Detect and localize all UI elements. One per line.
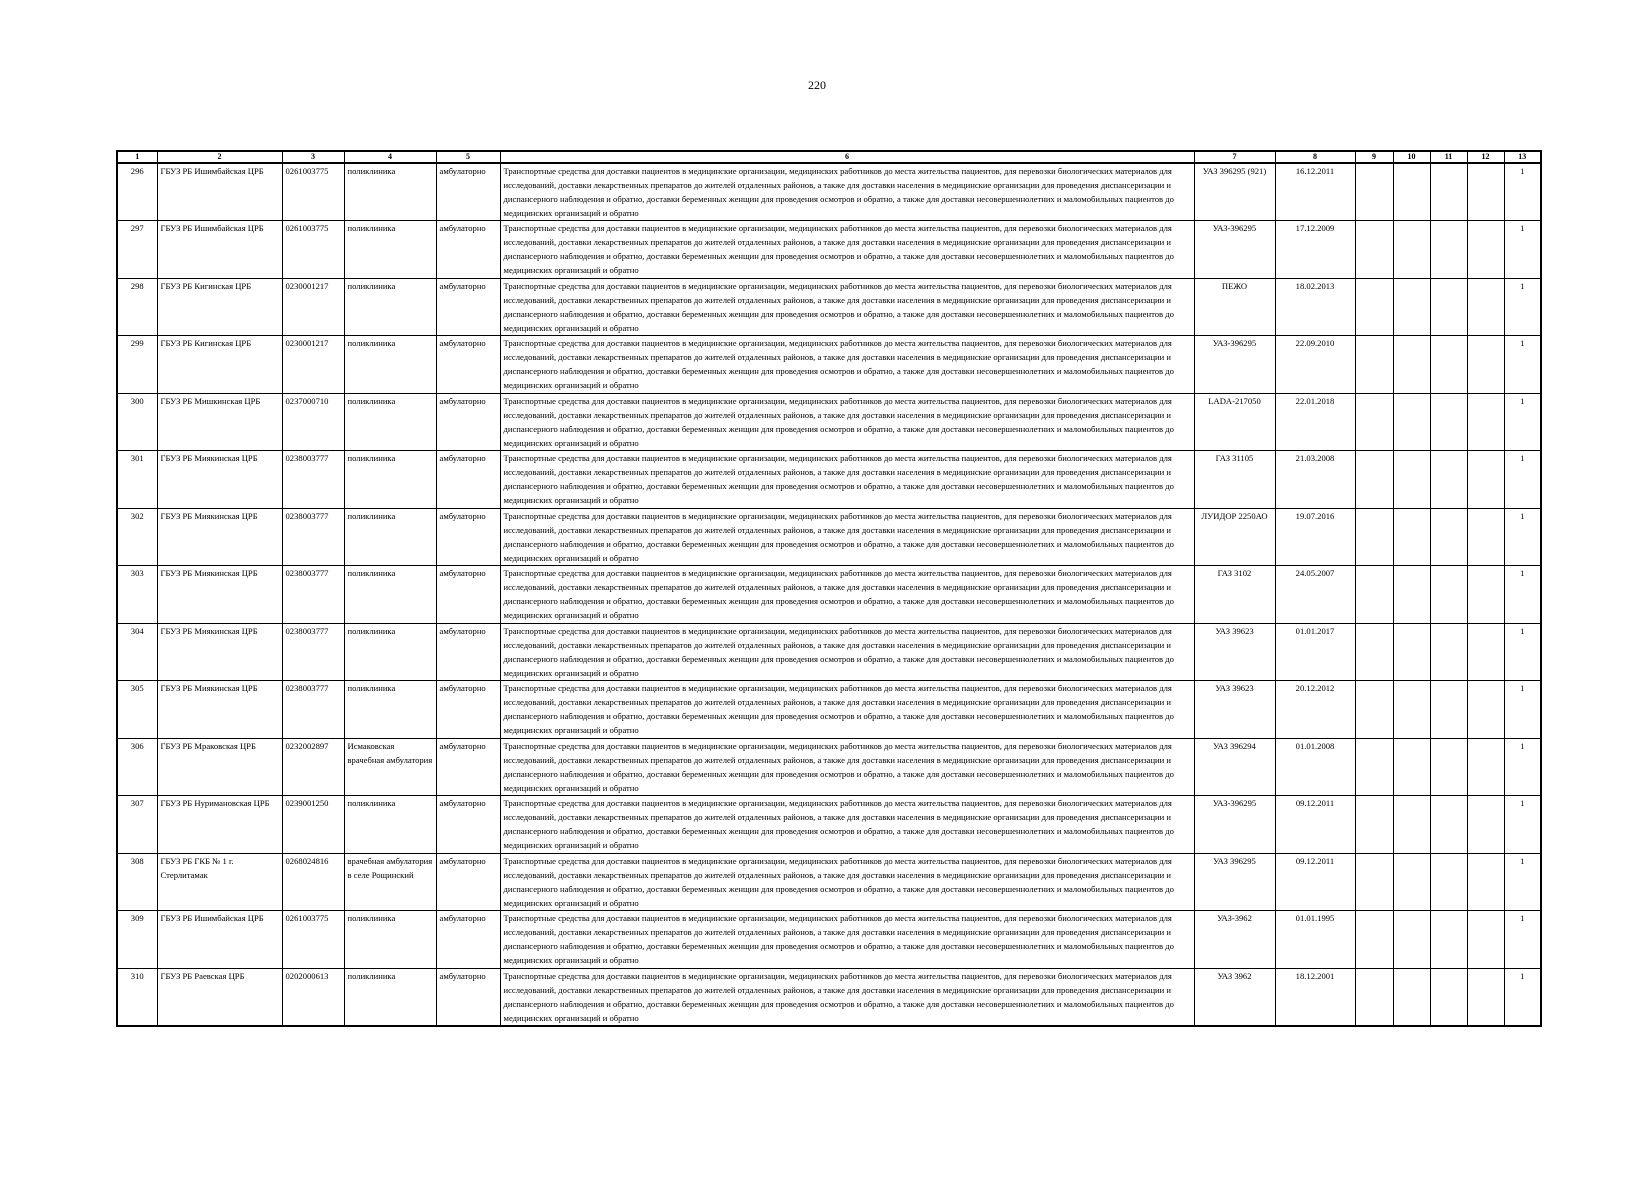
organization-cell: ГБУЗ РБ Раевская ЦРБ (157, 968, 282, 1026)
date-cell: 18.12.2001 (1275, 968, 1355, 1026)
column-header-1: 1 (117, 151, 157, 163)
vehicle-model-cell: УАЗ 3962 (1194, 968, 1275, 1026)
date-cell: 21.03.2008 (1275, 451, 1355, 509)
care-type-cell: амбулаторно (436, 393, 500, 451)
subdivision-cell: поликлиника (344, 911, 436, 969)
inn-code-cell: 0237000710 (282, 393, 344, 451)
column-header-13: 13 (1504, 151, 1541, 163)
column-9-cell (1355, 163, 1393, 221)
row-number-cell: 305 (117, 681, 157, 739)
date-cell: 01.01.2008 (1275, 738, 1355, 796)
column-10-cell (1393, 278, 1430, 336)
column-9-cell (1355, 221, 1393, 279)
column-10-cell (1393, 508, 1430, 566)
row-number-cell: 306 (117, 738, 157, 796)
subdivision-cell: поликлиника (344, 278, 436, 336)
date-cell: 22.09.2010 (1275, 336, 1355, 394)
column-11-cell (1430, 393, 1467, 451)
column-12-cell (1467, 451, 1504, 509)
purpose-cell: Транспортные средства для доставки пациентов в медицинские организации, медицинских работников до места жительства пациентов, для перевозки биологических материалов для исследований, доставки лекарственных препаратов до жителей отдаленных районов, а также для доставки населения в медицинские организации для проведения диспансеризации и диспансерного наблюдения и обратно, доставки беременных женщин для проведения осмотров и обратно, а также для доставки несовершеннолетних и маломобильных пациентов до медицинских организаций и обратно (500, 393, 1194, 451)
inn-code-cell: 0238003777 (282, 623, 344, 681)
subdivision-cell: Исмаковская врачебная амбулатория (344, 738, 436, 796)
quantity-cell: 1 (1504, 853, 1541, 911)
care-type-cell: амбулаторно (436, 508, 500, 566)
table-row (117, 796, 1541, 854)
vehicle-model-cell: УАЗ 396295 (1194, 853, 1275, 911)
table-body (117, 163, 1541, 1026)
vehicle-model-cell: УАЗ 39623 (1194, 681, 1275, 739)
row-number-cell: 301 (117, 451, 157, 509)
care-type-cell: амбулаторно (436, 221, 500, 279)
organization-cell: ГБУЗ РБ Мишкинская ЦРБ (157, 393, 282, 451)
organization-cell: ГБУЗ РБ Мраковская ЦРБ (157, 738, 282, 796)
organization-cell: ГБУЗ РБ Кигинская ЦРБ (157, 336, 282, 394)
inn-code-cell: 0239001250 (282, 796, 344, 854)
care-type-cell: амбулаторно (436, 451, 500, 509)
subdivision-cell: поликлиника (344, 336, 436, 394)
purpose-cell: Транспортные средства для доставки пациентов в медицинские организации, медицинских работников до места жительства пациентов, для перевозки биологических материалов для исследований, доставки лекарственных препаратов до жителей отдаленных районов, а также для доставки населения в медицинские организации для проведения диспансеризации и диспансерного наблюдения и обратно, доставки беременных женщин для проведения осмотров и обратно, а также для доставки несовершеннолетних и маломобильных пациентов до медицинских организаций и обратно (500, 738, 1194, 796)
column-11-cell (1430, 221, 1467, 279)
care-type-cell: амбулаторно (436, 968, 500, 1026)
column-header-4: 4 (344, 151, 436, 163)
inn-code-cell: 0261003775 (282, 221, 344, 279)
column-header-6: 6 (500, 151, 1194, 163)
organization-cell: ГБУЗ РБ Миякинская ЦРБ (157, 566, 282, 624)
subdivision-cell: поликлиника (344, 451, 436, 509)
column-9-cell (1355, 278, 1393, 336)
vehicle-model-cell: ГАЗ 3102 (1194, 566, 1275, 624)
vehicle-model-cell: ГАЗ 31105 (1194, 451, 1275, 509)
purpose-cell: Транспортные средства для доставки пациентов в медицинские организации, медицинских работников до места жительства пациентов, для перевозки биологических материалов для исследований, доставки лекарственных препаратов до жителей отдаленных районов, а также для доставки населения в медицинские организации для проведения диспансеризации и диспансерного наблюдения и обратно, доставки беременных женщин для проведения осмотров и обратно, а также для доставки несовершеннолетних и маломобильных пациентов до медицинских организаций и обратно (500, 566, 1194, 624)
row-number-cell: 300 (117, 393, 157, 451)
inn-code-cell: 0230001217 (282, 278, 344, 336)
organization-cell: ГБУЗ РБ Миякинская ЦРБ (157, 508, 282, 566)
inn-code-cell: 0230001217 (282, 336, 344, 394)
quantity-cell: 1 (1504, 911, 1541, 969)
quantity-cell: 1 (1504, 681, 1541, 739)
purpose-cell: Транспортные средства для доставки пациентов в медицинские организации, медицинских работников до места жительства пациентов, для перевозки биологических материалов для исследований, доставки лекарственных препаратов до жителей отдаленных районов, а также для доставки населения в медицинские организации для проведения диспансеризации и диспансерного наблюдения и обратно, доставки беременных женщин для проведения осмотров и обратно, а также для доставки несовершеннолетних и маломобильных пациентов до медицинских организаций и обратно (500, 968, 1194, 1026)
table-header (117, 151, 1541, 163)
subdivision-cell: врачебная амбулатория в селе Рощинский (344, 853, 436, 911)
column-11-cell (1430, 853, 1467, 911)
organization-cell: ГБУЗ РБ Ишимбайская ЦРБ (157, 221, 282, 279)
quantity-cell: 1 (1504, 508, 1541, 566)
subdivision-cell: поликлиника (344, 393, 436, 451)
care-type-cell: амбулаторно (436, 336, 500, 394)
care-type-cell: амбулаторно (436, 738, 500, 796)
table-row (117, 393, 1541, 451)
column-12-cell (1467, 393, 1504, 451)
column-10-cell (1393, 336, 1430, 394)
care-type-cell: амбулаторно (436, 566, 500, 624)
care-type-cell: амбулаторно (436, 853, 500, 911)
organization-cell: ГБУЗ РБ Миякинская ЦРБ (157, 451, 282, 509)
date-cell: 17.12.2009 (1275, 221, 1355, 279)
header-row (117, 151, 1541, 163)
date-cell: 24.05.2007 (1275, 566, 1355, 624)
column-12-cell (1467, 796, 1504, 854)
purpose-cell: Транспортные средства для доставки пациентов в медицинские организации, медицинских работников до места жительства пациентов, для перевозки биологических материалов для исследований, доставки лекарственных препаратов до жителей отдаленных районов, а также для доставки населения в медицинские организации для проведения диспансеризации и диспансерного наблюдения и обратно, доставки беременных женщин для проведения осмотров и обратно, а также для доставки несовершеннолетних и маломобильных пациентов до медицинских организаций и обратно (500, 681, 1194, 739)
row-number-cell: 297 (117, 221, 157, 279)
table-row (117, 221, 1541, 279)
table-row (117, 968, 1541, 1026)
care-type-cell: амбулаторно (436, 163, 500, 221)
column-11-cell (1430, 451, 1467, 509)
care-type-cell: амбулаторно (436, 278, 500, 336)
column-12-cell (1467, 623, 1504, 681)
column-header-2: 2 (157, 151, 282, 163)
table-row (117, 738, 1541, 796)
date-cell: 01.01.1995 (1275, 911, 1355, 969)
row-number-cell: 303 (117, 566, 157, 624)
date-cell: 20.12.2012 (1275, 681, 1355, 739)
purpose-cell: Транспортные средства для доставки пациентов в медицинские организации, медицинских работников до места жительства пациентов, для перевозки биологических материалов для исследований, доставки лекарственных препаратов до жителей отдаленных районов, а также для доставки населения в медицинские организации для проведения диспансеризации и диспансерного наблюдения и обратно, доставки беременных женщин для проведения осмотров и обратно, а также для доставки несовершеннолетних и маломобильных пациентов до медицинских организаций и обратно (500, 853, 1194, 911)
column-10-cell (1393, 566, 1430, 624)
column-12-cell (1467, 681, 1504, 739)
subdivision-cell: поликлиника (344, 796, 436, 854)
inn-code-cell: 0238003777 (282, 508, 344, 566)
row-number-cell: 308 (117, 853, 157, 911)
column-10-cell (1393, 681, 1430, 739)
table-row (117, 163, 1541, 221)
quantity-cell: 1 (1504, 393, 1541, 451)
subdivision-cell: поликлиника (344, 623, 436, 681)
purpose-cell: Транспортные средства для доставки пациентов в медицинские организации, медицинских работников до места жительства пациентов, для перевозки биологических материалов для исследований, доставки лекарственных препаратов до жителей отдаленных районов, а также для доставки населения в медицинские организации для проведения диспансеризации и диспансерного наблюдения и обратно, доставки беременных женщин для проведения осмотров и обратно, а также для доставки несовершеннолетних и маломобильных пациентов до медицинских организаций и обратно (500, 336, 1194, 394)
table-row (117, 566, 1541, 624)
vehicle-model-cell: УАЗ 39623 (1194, 623, 1275, 681)
column-9-cell (1355, 336, 1393, 394)
purpose-cell: Транспортные средства для доставки пациентов в медицинские организации, медицинских работников до места жительства пациентов, для перевозки биологических материалов для исследований, доставки лекарственных препаратов до жителей отдаленных районов, а также для доставки населения в медицинские организации для проведения диспансеризации и диспансерного наблюдения и обратно, доставки беременных женщин для проведения осмотров и обратно, а также для доставки несовершеннолетних и маломобильных пациентов до медицинских организаций и обратно (500, 911, 1194, 969)
subdivision-cell: поликлиника (344, 221, 436, 279)
date-cell: 09.12.2011 (1275, 853, 1355, 911)
organization-cell: ГБУЗ РБ Ишимбайская ЦРБ (157, 911, 282, 969)
column-11-cell (1430, 796, 1467, 854)
quantity-cell: 1 (1504, 278, 1541, 336)
row-number-cell: 296 (117, 163, 157, 221)
column-10-cell (1393, 623, 1430, 681)
quantity-cell: 1 (1504, 221, 1541, 279)
column-11-cell (1430, 681, 1467, 739)
column-11-cell (1430, 911, 1467, 969)
table-row (117, 623, 1541, 681)
column-10-cell (1393, 853, 1430, 911)
vehicle-model-cell: УАЗ 396294 (1194, 738, 1275, 796)
column-10-cell (1393, 968, 1430, 1026)
subdivision-cell: поликлиника (344, 968, 436, 1026)
row-number-cell: 302 (117, 508, 157, 566)
table-row (117, 681, 1541, 739)
column-12-cell (1467, 278, 1504, 336)
column-header-10: 10 (1393, 151, 1430, 163)
organization-cell: ГБУЗ РБ Кигинская ЦРБ (157, 278, 282, 336)
column-header-11: 11 (1430, 151, 1467, 163)
vehicle-model-cell: УАЗ-396295 (1194, 221, 1275, 279)
column-header-8: 8 (1275, 151, 1355, 163)
inn-code-cell: 0202000613 (282, 968, 344, 1026)
purpose-cell: Транспортные средства для доставки пациентов в медицинские организации, медицинских работников до места жительства пациентов, для перевозки биологических материалов для исследований, доставки лекарственных препаратов до жителей отдаленных районов, а также для доставки населения в медицинские организации для проведения диспансеризации и диспансерного наблюдения и обратно, доставки беременных женщин для проведения осмотров и обратно, а также для доставки несовершеннолетних и маломобильных пациентов до медицинских организаций и обратно (500, 623, 1194, 681)
date-cell: 18.02.2013 (1275, 278, 1355, 336)
purpose-cell: Транспортные средства для доставки пациентов в медицинские организации, медицинских работников до места жительства пациентов, для перевозки биологических материалов для исследований, доставки лекарственных препаратов до жителей отдаленных районов, а также для доставки населения в медицинские организации для проведения диспансеризации и диспансерного наблюдения и обратно, доставки беременных женщин для проведения осмотров и обратно, а также для доставки несовершеннолетних и маломобильных пациентов до медицинских организаций и обратно (500, 451, 1194, 509)
column-header-5: 5 (436, 151, 500, 163)
column-12-cell (1467, 968, 1504, 1026)
inn-code-cell: 0238003777 (282, 681, 344, 739)
purpose-cell: Транспортные средства для доставки пациентов в медицинские организации, медицинских работников до места жительства пациентов, для перевозки биологических материалов для исследований, доставки лекарственных препаратов до жителей отдаленных районов, а также для доставки населения в медицинские организации для проведения диспансеризации и диспансерного наблюдения и обратно, доставки беременных женщин для проведения осмотров и обратно, а также для доставки несовершеннолетних и маломобильных пациентов до медицинских организаций и обратно (500, 796, 1194, 854)
vehicle-model-cell: УАЗ-396295 (1194, 796, 1275, 854)
column-12-cell (1467, 911, 1504, 969)
date-cell: 22.01.2018 (1275, 393, 1355, 451)
inn-code-cell: 0268024816 (282, 853, 344, 911)
vehicles-table (116, 150, 1542, 1027)
column-11-cell (1430, 566, 1467, 624)
column-header-9: 9 (1355, 151, 1393, 163)
inn-code-cell: 0238003777 (282, 451, 344, 509)
care-type-cell: амбулаторно (436, 796, 500, 854)
column-10-cell (1393, 738, 1430, 796)
column-12-cell (1467, 163, 1504, 221)
organization-cell: ГБУЗ РБ ГКБ № 1 г. Стерлитамак (157, 853, 282, 911)
column-10-cell (1393, 163, 1430, 221)
date-cell: 19.07.2016 (1275, 508, 1355, 566)
date-cell: 16.12.2011 (1275, 163, 1355, 221)
organization-cell: ГБУЗ РБ Миякинская ЦРБ (157, 623, 282, 681)
care-type-cell: амбулаторно (436, 681, 500, 739)
column-11-cell (1430, 278, 1467, 336)
inn-code-cell: 0232002897 (282, 738, 344, 796)
vehicle-model-cell: ПЕЖО (1194, 278, 1275, 336)
table-row (117, 278, 1541, 336)
column-10-cell (1393, 796, 1430, 854)
quantity-cell: 1 (1504, 796, 1541, 854)
column-9-cell (1355, 911, 1393, 969)
purpose-cell: Транспортные средства для доставки пациентов в медицинские организации, медицинских работников до места жительства пациентов, для перевозки биологических материалов для исследований, доставки лекарственных препаратов до жителей отдаленных районов, а также для доставки населения в медицинские организации для проведения диспансеризации и диспансерного наблюдения и обратно, доставки беременных женщин для проведения осмотров и обратно, а также для доставки несовершеннолетних и маломобильных пациентов до медицинских организаций и обратно (500, 508, 1194, 566)
row-number-cell: 307 (117, 796, 157, 854)
column-11-cell (1430, 623, 1467, 681)
purpose-cell: Транспортные средства для доставки пациентов в медицинские организации, медицинских работников до места жительства пациентов, для перевозки биологических материалов для исследований, доставки лекарственных препаратов до жителей отдаленных районов, а также для доставки населения в медицинские организации для проведения диспансеризации и диспансерного наблюдения и обратно, доставки беременных женщин для проведения осмотров и обратно, а также для доставки несовершеннолетних и маломобильных пациентов до медицинских организаций и обратно (500, 163, 1194, 221)
quantity-cell: 1 (1504, 623, 1541, 681)
table-row (117, 853, 1541, 911)
table-row (117, 508, 1541, 566)
quantity-cell: 1 (1504, 451, 1541, 509)
column-9-cell (1355, 566, 1393, 624)
organization-cell: ГБУЗ РБ Ишимбайская ЦРБ (157, 163, 282, 221)
column-9-cell (1355, 393, 1393, 451)
column-12-cell (1467, 336, 1504, 394)
column-9-cell (1355, 451, 1393, 509)
column-header-3: 3 (282, 151, 344, 163)
column-9-cell (1355, 853, 1393, 911)
organization-cell: ГБУЗ РБ Нуримановская ЦРБ (157, 796, 282, 854)
column-11-cell (1430, 738, 1467, 796)
vehicle-model-cell: ЛУИДОР 2250АО (1194, 508, 1275, 566)
column-9-cell (1355, 968, 1393, 1026)
column-11-cell (1430, 508, 1467, 566)
vehicle-model-cell: УАЗ-396295 (1194, 336, 1275, 394)
column-12-cell (1467, 853, 1504, 911)
purpose-cell: Транспортные средства для доставки пациентов в медицинские организации, медицинских работников до места жительства пациентов, для перевозки биологических материалов для исследований, доставки лекарственных препаратов до жителей отдаленных районов, а также для доставки населения в медицинские организации для проведения диспансеризации и диспансерного наблюдения и обратно, доставки беременных женщин для проведения осмотров и обратно, а также для доставки несовершеннолетних и маломобильных пациентов до медицинских организаций и обратно (500, 278, 1194, 336)
date-cell: 09.12.2011 (1275, 796, 1355, 854)
column-10-cell (1393, 911, 1430, 969)
quantity-cell: 1 (1504, 336, 1541, 394)
table-row (117, 911, 1541, 969)
row-number-cell: 304 (117, 623, 157, 681)
column-header-7: 7 (1194, 151, 1275, 163)
inn-code-cell: 0238003777 (282, 566, 344, 624)
table-row (117, 336, 1541, 394)
column-12-cell (1467, 508, 1504, 566)
column-10-cell (1393, 221, 1430, 279)
purpose-cell: Транспортные средства для доставки пациентов в медицинские организации, медицинских работников до места жительства пациентов, для перевозки биологических материалов для исследований, доставки лекарственных препаратов до жителей отдаленных районов, а также для доставки населения в медицинские организации для проведения диспансеризации и диспансерного наблюдения и обратно, доставки беременных женщин для проведения осмотров и обратно, а также для доставки несовершеннолетних и маломобильных пациентов до медицинских организаций и обратно (500, 221, 1194, 279)
column-header-12: 12 (1467, 151, 1504, 163)
quantity-cell: 1 (1504, 968, 1541, 1026)
column-9-cell (1355, 738, 1393, 796)
table-row (117, 451, 1541, 509)
quantity-cell: 1 (1504, 738, 1541, 796)
subdivision-cell: поликлиника (344, 508, 436, 566)
column-12-cell (1467, 221, 1504, 279)
care-type-cell: амбулаторно (436, 623, 500, 681)
column-12-cell (1467, 738, 1504, 796)
page-number: 220 (808, 78, 826, 92)
column-11-cell (1430, 336, 1467, 394)
column-10-cell (1393, 393, 1430, 451)
care-type-cell: амбулаторно (436, 911, 500, 969)
column-11-cell (1430, 968, 1467, 1026)
subdivision-cell: поликлиника (344, 163, 436, 221)
column-9-cell (1355, 796, 1393, 854)
vehicle-model-cell: LADA-217050 (1194, 393, 1275, 451)
row-number-cell: 310 (117, 968, 157, 1026)
organization-cell: ГБУЗ РБ Миякинская ЦРБ (157, 681, 282, 739)
column-9-cell (1355, 681, 1393, 739)
column-9-cell (1355, 623, 1393, 681)
vehicle-model-cell: УАЗ-3962 (1194, 911, 1275, 969)
inn-code-cell: 0261003775 (282, 911, 344, 969)
column-9-cell (1355, 508, 1393, 566)
quantity-cell: 1 (1504, 163, 1541, 221)
row-number-cell: 299 (117, 336, 157, 394)
column-11-cell (1430, 163, 1467, 221)
quantity-cell: 1 (1504, 566, 1541, 624)
column-12-cell (1467, 566, 1504, 624)
subdivision-cell: поликлиника (344, 566, 436, 624)
vehicle-model-cell: УАЗ 396295 (921) (1194, 163, 1275, 221)
inn-code-cell: 0261003775 (282, 163, 344, 221)
column-10-cell (1393, 451, 1430, 509)
date-cell: 01.01.2017 (1275, 623, 1355, 681)
row-number-cell: 309 (117, 911, 157, 969)
row-number-cell: 298 (117, 278, 157, 336)
subdivision-cell: поликлиника (344, 681, 436, 739)
